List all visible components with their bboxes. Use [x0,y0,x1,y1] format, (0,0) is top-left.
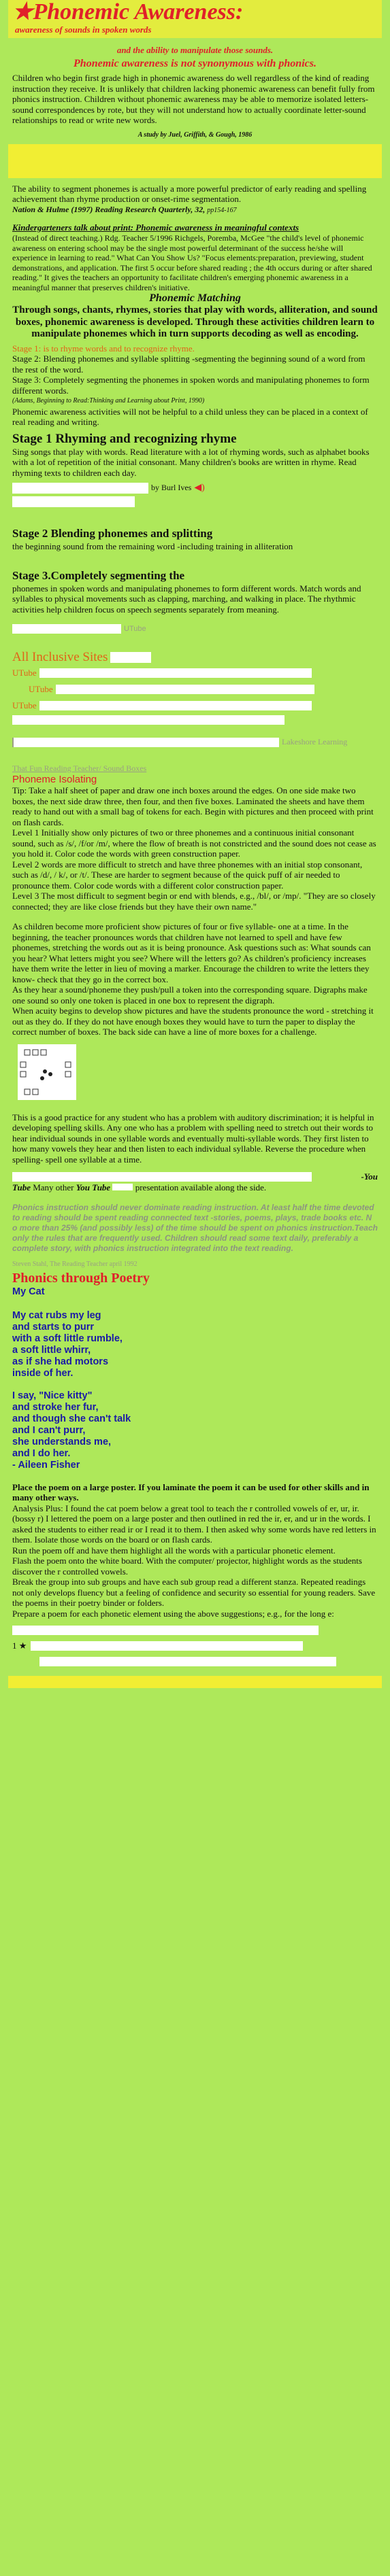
soundboxes-section [8,763,382,1193]
burl-ives-row [12,482,378,494]
phoneme-isolating-heading: Phoneme Isolating [12,774,97,785]
intro-section [8,38,382,139]
stage-list-1: Stage 1: is to rhyme words and to recognize rhyme. [12,343,195,354]
page-title: ★Phonemic Awareness: [12,0,244,24]
flash-paragraph: Flash the poem onto the white board. With the computer/ projector, highlight words as the students discover the r controlled vowels. [12,1556,362,1577]
stage2-paragraph: the beginning sound from the remaining word -including training in alliteration [12,541,293,551]
stage3-paragraph: phonemes in spoken words and manipulating phonemes to form different words. Match words and syllables to physical movements such as clapping, marching, and walking in place. The rhythmic activities help children focus on speech segments separately from meaning. [12,583,361,615]
stages-list [8,343,382,428]
soundboxes-tip: Tip: Take a half sheet of paper and draw one inch boxes around the edges. On one side make two boxes, the next side draw three, then four, and then five boxes. Laminated the sheets and have them ready to hand out with a small bag of tokens for each. Begin with pictures and then proceed with print on flash cards. [12,785,374,827]
kindergarten-section [8,222,382,292]
sound-box-image [18,1044,76,1100]
poster-heading: Place the poem on a large poster. If you laminate the poem it can be used for other skills and in many other ways. [12,1481,370,1502]
utube-link-1[interactable]: UTube [12,668,37,678]
poetry-heading: Phonics through Poetry [12,1270,150,1286]
intro-citation: A study by Juel, Griffith, & Gough, 1986 [137,131,253,139]
stage2-section [8,526,382,552]
stage-list-note: Phonemic awareness activities will not be helpful to a child unless they can be placed in a context of real reading and writing. [12,406,368,427]
matching-section [8,292,382,341]
phonics-note: Phonics instruction should never dominate reading instruction. At least half the time devoted to reading should be spent reading connected text -stories, poems, plays, trade books etc. N o more than 25% (and possibly less) of the time should be spent on phonics instruction.Teach only the rules that are frequently used. Children should read some text daily, preferably a complete story, with phonics instruction integrated into the text reading. [12,1202,378,1253]
phonics-note-section [8,1203,382,1268]
analysis-paragraph: Analysis Plus: I found the cat poem below a great tool to teach the r controlled vowels of er, ur, ir. (bossy r) I lettered the poem on a large poster and then outlined in red the ir, er, and ur in the words. I asked the students to either read ir or I read it to them. I then asked why some words have red letters in them. Isolate those words on the board or on flash cards. [12,1502,376,1545]
soundboxes-link[interactable]: That Fun Reading Teacher/ Sound Boxes [12,763,147,773]
video-embed-bar-2[interactable] [12,496,135,507]
phonics-note-cite: Steven Stahl, The Reading Teacher april 1992 [12,1260,137,1268]
sound-box-drawing [18,1044,76,1100]
stage3-section [8,568,382,634]
soundboxes-level1: Level 1 Initially show only pictures of two or three phonemes and a continuous initial consonant sound, such as /s/, /f/or /m/, where the flow of breath is not constricted and the sound does not cease as you hold it. Color code the words with green construction paper. [12,827,376,859]
prepare-paragraph: Prepare a poem for each phonetic element using the above suggestions; e.g., for the long e: [12,1608,334,1619]
bullet-row [12,1641,378,1651]
inclusive-section [8,650,382,747]
utube-link-bar[interactable] [12,624,121,634]
ability-paragraph: The ability to segment phonemes is actually a more powerful predictor of early reading and spelling achievement than rhyme production or onset-rime segmentation. [12,183,367,204]
you-label: -You [361,1171,378,1182]
stage2-heading: Stage 2 Blending phonemes and splitting [12,527,213,540]
stage3-heading: Stage 3.Completely segmenting the [12,568,185,582]
lakeshore-link[interactable]: Lakeshore Learning [282,737,348,746]
stage1-heading: Stage 1 Rhyming and recognizing rhyme [12,431,237,446]
ability-section [8,184,382,216]
video-embed-bar[interactable] [12,483,148,494]
soundboxes-level3: Level 3 The most difficult to segment begin or end with blends, e.g., /bl/, or /mp/. "They are so closely connected; they are like close friends but they have their own name." [12,891,376,912]
intro-line1: and the ability to manipulate those sounds. [116,45,274,55]
stage-list-2: Stage 2: Blending phonemes and syllable splitting -segmenting the beginning sound of a word from the rest of the word. [12,354,365,375]
soundboxes-para2: As they hear a sound/phoneme they push/pull a token into the corresponding square. Digraphs make one sound so only one token is placed in one box to represent the digraph. [12,984,368,1006]
inclusive-heading-row [12,650,378,665]
page-subtitle: awareness of sounds in spoken words [15,24,152,35]
speaker-icon[interactable]: ◀) [194,483,205,493]
stage-list-cite: (Adams, Beginning to Read:Thinking and Learning about Print, 1990) [12,397,205,405]
soundboxes-para1: As children become more proficient show pictures of four or five syllable- one at a time. In the beginning, the teacher pronounces words that children have not learned to spell and have few phonemes, stretching the words out as it is being pronounce. Ask questions such as: What sounds can you hear? What letters might you see? Where will the letters go? As children's proficiency increases have them write the letter in lieu of moving a marker. Encourage the children to write the letters they know- check that they go in the correct box. [12,921,371,984]
utube-link-2[interactable]: UTube [29,684,53,694]
ability-source: Nation & Hulme (1997) Reading Research Quarterly, 32, pp154-167 [12,204,237,214]
intro-paragraph: Children who begin first grade high in phonemic awareness do well regardless of the kind of reading instruction they receive. It is unlikely that children lacking phonemic awareness can benefit fully from phonics instruction. Children without phonemic awareness may be able to memorize isolated letters-sound correspondences by rote, but they will not understand how to actually coordinate letter-sound relationships to read or write new words. [12,73,375,125]
soundboxes-para3: When acuity begins to develop show pictures and have the students pronounce the word - stretching it out as they do. If they do not have enough boxes they would have to turn the paper to display the correct number of boxes. The back side can have a line of more boxes for a challenge. [12,1006,374,1037]
poem-title: My Cat [12,1286,45,1297]
run-paragraph: Run the poem off and have them highlight all the words with a particular phonetic element. [12,1545,336,1556]
utube-link-3[interactable]: UTube [12,700,37,710]
youtube-note: Tube Many other You Tube presentation available along the side. [12,1182,267,1192]
kindergarten-paragraph: (Instead of direct teaching.) Rdg. Teacher 5/1996 Richgels, Poremba, McGee "the child's level of phonemic awareness on entering school may be the single most powerful determinant of the success he/she will experience in learning to read." What Can You Show Us? "Focus elements:preparation, previewing, student demonstrations, and application. The first 5 occur before shared reading ; the 4th occurs during or after shared reading." It gives the teachers an opportunity to facilitate children's emerging phonemic awareness in a meaningful manner that preserves children's initiative. [12,233,372,292]
bullet-star: 1 ★ [12,1641,27,1651]
intro-line2: Phonemic awareness is not synonymous with phonics. [74,58,316,69]
soundboxes-level2: Level 2 words are more difficult to stretch and have three phonemes with an initial stop consonant, such as /d/, / k/, or /t/. These are harder to segment because of the quick puff of air needed to pronounce them. Color code words with a different color construction paper. [12,859,363,891]
soundboxes-para4: This is a good practice for any student who has a problem with auditory discrimination; it is helpful in developing spelling skills. Any one who has a problem with spelling need to stretch out their words to hear individual sounds in one syllable words and eventually multi-syllable words. They first listen to how many vowels they hear and then listen to each individual syllable. Reverse the procedure when spelling- spell one syllable at a time. [12,1112,374,1165]
burl-ives-byline: by Burl Ives [151,483,192,492]
stage-list-3: Stage 3: Completely segmenting the phonemes in spoken words and manipulating phonemes to form different words. [12,375,370,396]
utube-label[interactable]: UTube [124,625,146,633]
break-paragraph: Break the group into sub groups and have each sub group read a different stanza. Repeated readings not only develops fluency but a feeling of confidence and security so essential for young readers. Save the poems in their poetry binder or folders. [12,1577,376,1608]
stage3-utube-row [12,624,378,634]
star-icon: ★ [12,0,33,24]
poem-stanza-1: My cat rubs my leg and starts to purr with a soft little rumble, a soft little whirr, as if she had motors inside of her. [12,1309,123,1379]
stage1-paragraph: Sing songs that play with words. Read literature with a lot of rhyming words, such as alphabet books with a lot of repetition of the initial consonant. Many children's books are written in rhyme. Read rhyming texts to children each day. [12,446,370,478]
footer-yellow-bar [8,1676,382,1688]
matching-paragraph: Through songs, chants, rhymes, stories that play with words, alliteration, and sound boxes, phonemic awareness is developed. Through these activities children learn to manipulate phonemes which in turn supports decoding as well as encoding. [12,305,378,339]
matching-heading: Phonemic Matching [149,292,241,304]
document-page [8,0,382,1688]
stage1-section [8,432,382,508]
poetry-section [8,1271,382,1667]
inclusive-heading: All Inclusive Sites [12,650,108,664]
kindergarten-heading: Kindergarteners talk about print: Phonemic awareness in meaningful contexts [12,222,299,233]
header-band [8,0,382,38]
yellow-divider [8,144,382,178]
poem-stanza-2: I say, "Nice kitty" and stroke her fur, and though she can't talk and I can't purr, she understands me, and I do her. - Aileen Fisher [12,1390,131,1471]
